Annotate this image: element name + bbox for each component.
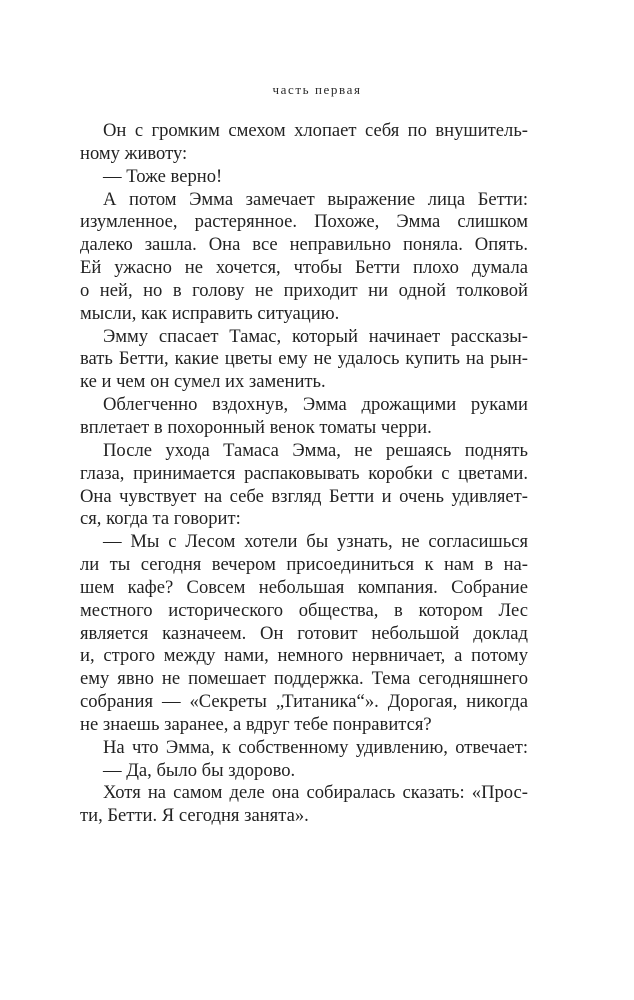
text-line: о ней, но в голову не приходит ни одной толковой [80, 279, 528, 301]
body-text [80, 120, 528, 828]
text-line: — Тоже верно! [103, 165, 223, 187]
text-line: Облегченно вздохнув, Эмма дрожащими руками [103, 394, 528, 416]
text-line: На что Эмма, к собственному удивлению, отвечает: [103, 736, 528, 758]
text-line: далеко зашла. Она все неправильно поняла. Опять. [80, 234, 528, 256]
text-line: местного исторического общества, в котором Лес [80, 599, 528, 621]
text-line: Эмму спасает Тамас, который начинает рассказы- [103, 325, 528, 347]
text-line: После ухода Тамаса Эмма, не решаясь поднять [103, 439, 528, 461]
text-line: ному животу: [80, 142, 188, 164]
text-line: вать Бетти, какие цветы ему не удалось купить на рын- [80, 348, 528, 370]
text-line: — Мы с Лесом хотели бы узнать, не согласишься [103, 531, 528, 553]
text-line: Ей ужасно не хочется, чтобы Бетти плохо думала [80, 257, 528, 279]
text-line: — Да, было бы здорово. [103, 759, 296, 781]
text-line: Он с громким смехом хлопает себя по внушитель- [103, 120, 528, 141]
text-line: изумленное, растерянное. Похоже, Эмма слишком [80, 211, 528, 233]
text-line: шем кафе? Совсем небольшая компания. Собрание [80, 576, 528, 598]
text-line: вплетает в похоронный венок томаты черри. [80, 416, 432, 438]
text-line: собрания — «Секреты „Титаника“». Дорогая, никогда [80, 691, 528, 713]
text-line: ке и чем он сумел их заменить. [80, 371, 326, 393]
text-line: является казначеем. Он готовит небольшой доклад [80, 622, 528, 644]
text-line: ему явно не помешает поддержка. Тема сегодняшнего [80, 668, 528, 690]
text-line: ти, Бетти. Я сегодня занята». [80, 805, 309, 827]
text-line: Она чувствует на себе взгляд Бетти и очень удивляет- [80, 485, 528, 507]
text-line: и, строго между нами, немного нервничает, а потому [80, 645, 528, 667]
text-line: не знаешь заранее, а вдруг тебе понравится? [80, 713, 432, 735]
text-line: Хотя на самом деле она собиралась сказать: «Прос- [103, 782, 528, 804]
text-line: ся, когда та говорит: [80, 508, 241, 530]
text-line: мысли, как исправить ситуацию. [80, 302, 340, 324]
text-line: А потом Эмма замечает выражение лица Бетти: [103, 188, 528, 210]
text-line: глаза, принимается распаковывать коробки с цветами. [80, 462, 528, 484]
text-line: ли ты сегодня вечером присоединиться к нам в на- [80, 554, 528, 576]
running-head: часть первая [272, 82, 362, 97]
